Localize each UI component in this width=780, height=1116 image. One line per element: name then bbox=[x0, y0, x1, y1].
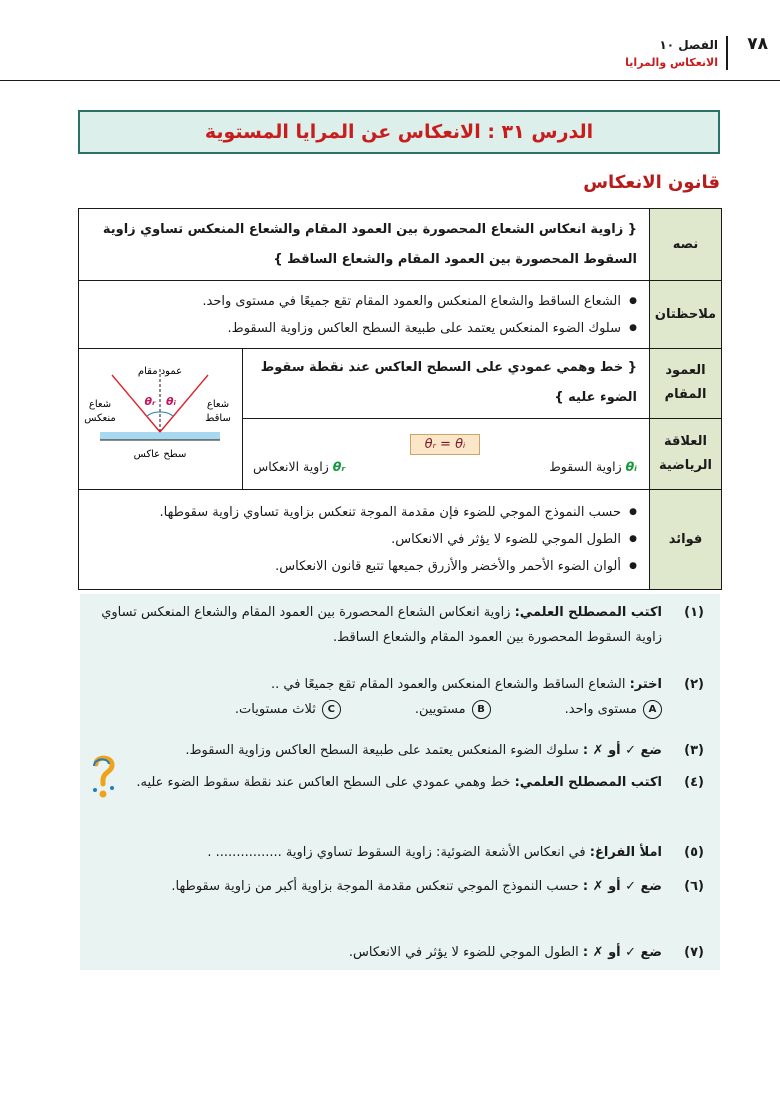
option-text: مستوى واحد. bbox=[564, 702, 637, 717]
theta-i-symbol: θᵢ bbox=[625, 458, 637, 474]
theta-r-label: θᵣ bbox=[144, 395, 156, 408]
option-letter: C bbox=[322, 700, 341, 719]
question-number: (٧) bbox=[684, 945, 704, 960]
question-lead: ضع ✓ أو ✗ : bbox=[582, 879, 662, 894]
incident-label-2: ساقط bbox=[205, 413, 231, 424]
question-lead: اكتب المصطلح العلمي: bbox=[514, 775, 662, 790]
page-number: ٧٨ bbox=[747, 34, 768, 54]
option-c[interactable] bbox=[235, 697, 341, 722]
theta-r-symbol: θᵣ bbox=[332, 458, 346, 474]
reflected-label-2: منعكس bbox=[84, 413, 116, 424]
reflection-diagram-svg bbox=[78, 349, 242, 485]
question-number: (٢) bbox=[684, 677, 704, 692]
remarks-label: ملاحظتان bbox=[650, 281, 722, 349]
question-number: (١) bbox=[684, 605, 704, 620]
legend-incidence-text: زاوية السقوط bbox=[549, 458, 622, 474]
remark-item: ● سلوك الضوء المنعكس يعتمد على طبيعة السطح العاكس وزاوية السقوط. bbox=[89, 315, 637, 342]
math-label bbox=[650, 418, 722, 489]
math-label-line2: الرياضية bbox=[659, 457, 712, 473]
option-letter: B bbox=[472, 700, 491, 719]
question-number: (٥) bbox=[684, 845, 704, 860]
remark-item: ● الشعاع الساقط والشعاع المنعكس والعمود المقام تقع جميعًا في مستوى واحد. bbox=[89, 288, 637, 315]
question-mark-icon bbox=[88, 750, 118, 806]
reflection-formula: θᵣ = θᵢ bbox=[410, 434, 481, 455]
math-cell bbox=[243, 418, 650, 489]
lesson-title: الدرس ٣١ : الانعكاس عن المرايا المستوية bbox=[78, 110, 720, 154]
benefit-item: ● الطول الموجي للضوء لا يؤثر في الانعكاس. bbox=[89, 526, 637, 553]
normal-line-label: عمود مقام bbox=[137, 366, 183, 377]
definition-text: { زاوية انعكاس الشعاع المحصورة بين العمود المقام والشعاع المنعكس تساوي زاوية السقوط المحصورة بين العمود المقام والشعاع الساقط } bbox=[79, 209, 650, 281]
math-label-line1: العلاقة bbox=[664, 433, 707, 449]
question-1 bbox=[90, 600, 704, 650]
normal-label-line2: المقام bbox=[664, 387, 707, 403]
normal-definition: { خط وهمي عمودي على السطح العاكس عند نقطة سقوط الضوء عليه } bbox=[243, 349, 650, 419]
question-text: خط وهمي عمودي على السطح العاكس عند نقطة سقوط الضوء عليه. bbox=[136, 775, 511, 790]
incident-label-1: شعاع bbox=[206, 399, 230, 410]
remarks-cell bbox=[79, 281, 650, 349]
question-text: سلوك الضوء المنعكس يعتمد على طبيعة السطح العاكس وزاوية السقوط. bbox=[185, 743, 579, 758]
symbol-legend bbox=[253, 459, 637, 474]
question-4 bbox=[90, 770, 704, 795]
normal-label-line1: العمود bbox=[665, 363, 706, 379]
surface-label: سطح عاكس bbox=[133, 449, 187, 460]
law-table bbox=[78, 208, 722, 590]
questions-panel bbox=[80, 594, 720, 970]
option-text: ثلاث مستويات. bbox=[234, 702, 316, 717]
benefits-label: فوائد bbox=[650, 490, 722, 590]
question-lead: ضع ✓ أو ✗ : bbox=[582, 743, 662, 758]
question-6 bbox=[90, 874, 704, 899]
reflection-diagram bbox=[79, 349, 243, 490]
question-5 bbox=[90, 840, 704, 865]
normal-label bbox=[650, 349, 722, 419]
question-lead: ضع ✓ أو ✗ : bbox=[582, 945, 662, 960]
option-b[interactable] bbox=[415, 697, 491, 722]
reflected-label-1: شعاع bbox=[88, 399, 112, 410]
question-text: الشعاع الساقط والشعاع المنعكس والعمود المقام تقع جميعًا في .. bbox=[270, 677, 626, 692]
definition-label: نصه bbox=[650, 209, 722, 281]
question-number: (٣) bbox=[684, 743, 704, 758]
answer-options bbox=[90, 697, 662, 722]
incidence-arc bbox=[160, 412, 173, 416]
chapter-label: الفصل ١٠ bbox=[659, 38, 718, 52]
benefit-item: ● ألوان الضوء الأحمر والأخضر والأزرق جميعها تتبع قانون الانعكاس. bbox=[89, 553, 637, 580]
legend-incidence bbox=[549, 459, 637, 474]
header-rule bbox=[0, 80, 780, 81]
question-text: حسب النموذج الموجي تنعكس مقدمة الموجة بزاوية أكبر من زاوية سقوطها. bbox=[171, 879, 579, 894]
question-number: (٦) bbox=[684, 879, 704, 894]
page-header bbox=[0, 0, 780, 80]
chapter-title: الانعكاس والمرايا bbox=[625, 56, 718, 69]
question-text: الطول الموجي للضوء لا يؤثر في الانعكاس. bbox=[348, 945, 579, 960]
option-letter: A bbox=[643, 700, 662, 719]
question-text: زاوية انعكاس الشعاع المحصورة بين العمود المقام والشعاع المنعكس تساوي زاوية السقوط المحصورة بين العمود المقام والشعاع الساقط. bbox=[101, 605, 662, 645]
section-title: قانون الانعكاس bbox=[583, 172, 720, 193]
question-number: (٤) bbox=[684, 775, 704, 790]
question-text: في انعكاس الأشعة الضوئية: زاوية السقوط تساوي زاوية ................ . bbox=[207, 845, 586, 860]
question-lead: املأ الفراغ: bbox=[589, 845, 662, 860]
question-7 bbox=[90, 940, 704, 965]
option-text: مستويين. bbox=[414, 702, 466, 717]
option-a[interactable] bbox=[565, 697, 662, 722]
benefits-cell bbox=[79, 490, 650, 590]
legend-reflection-text: زاوية الانعكاس bbox=[253, 458, 329, 474]
theta-i-label: θᵢ bbox=[166, 395, 176, 408]
question-lead: اكتب المصطلح العلمي: bbox=[514, 605, 662, 620]
mirror-surface bbox=[100, 432, 220, 440]
reflection-arc bbox=[147, 412, 160, 416]
benefit-item: ● حسب النموذج الموجي للضوء فإن مقدمة الموجة تنعكس بزاوية تساوي زاوية سقوطها. bbox=[89, 499, 637, 526]
question-2 bbox=[90, 672, 704, 722]
question-lead: اختر: bbox=[629, 677, 662, 692]
legend-reflection bbox=[253, 459, 345, 474]
header-divider bbox=[726, 36, 728, 70]
question-3 bbox=[90, 738, 704, 763]
